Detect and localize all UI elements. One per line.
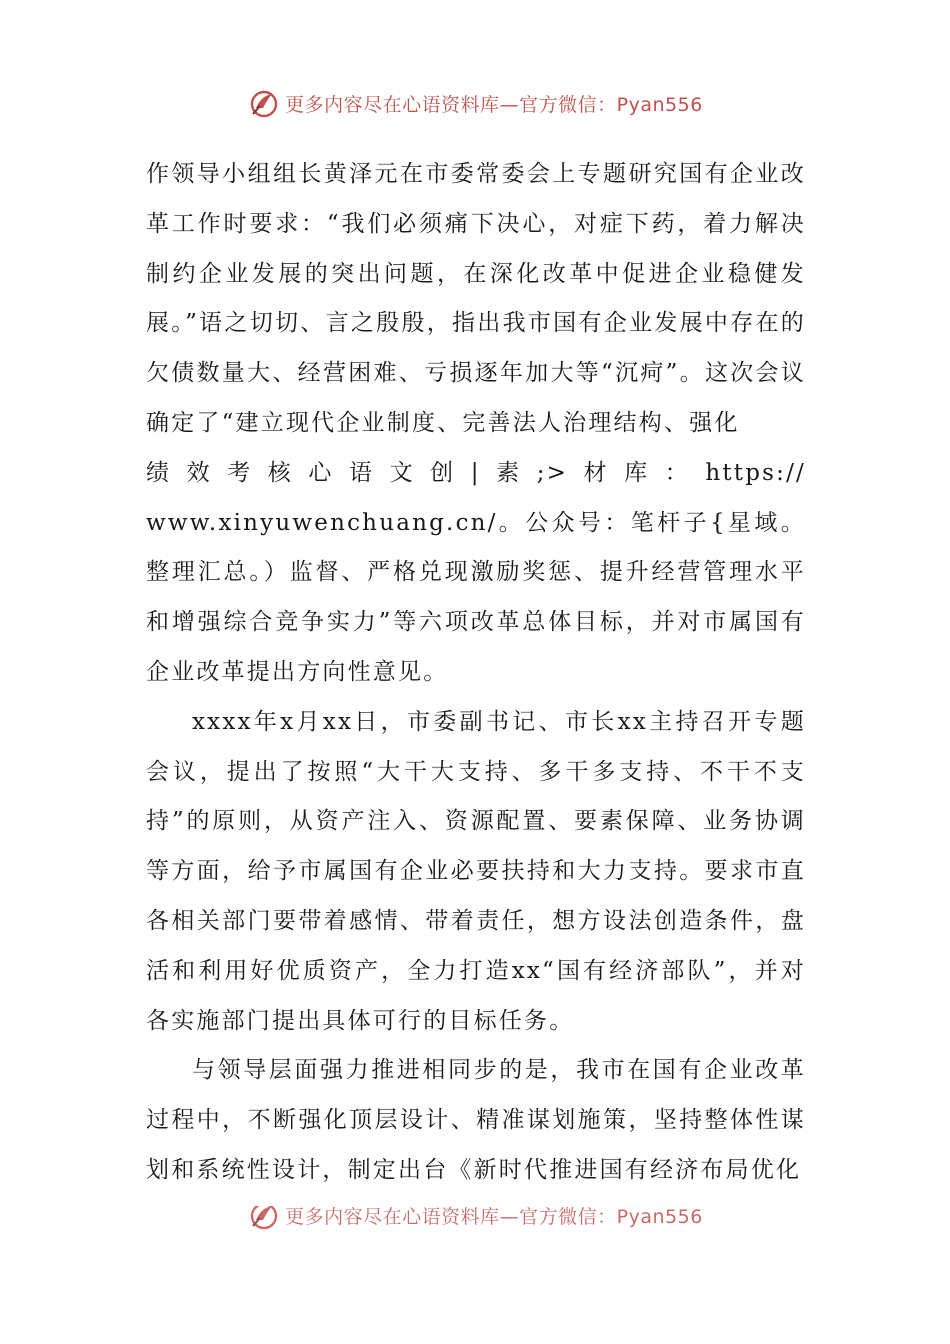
watermark-text: 更多内容尽在心语资料库—官方微信：Pyan556 [285,1206,703,1228]
paragraph-1-part-1: 作领导小组组长黄泽元在市委常委会上专题研究国有企业改革工作时要求：“我们必须痛下决心，对症下药，着力解决制约企业发展的突出问题，在深化改革中促进企业稳健发展。”语之切切、言之殷殷，指出我市国有企业发展中存在的欠债数量大、经营困难、亏损逐年加大等“沉疴”。这次会议确定了“建立现代企业制度、完善法人治理结构、强化 [146,161,806,436]
watermark-text: 更多内容尽在心语资料库—官方微信：Pyan556 [285,93,703,116]
header-watermark [0,84,950,122]
pen-logo-icon [247,1206,281,1232]
document-body [146,150,806,1196]
paragraph-1-part-2: www.xinyuwenchuang.cn/。公众号：笔杆子{星域。整理汇总。）监督、严格兑现激励奖惩、提升经营管理水平和增强综合竞争实力”等六项改革总体目标，并对市属国有企业改革提出方向性意见。 [146,509,806,685]
footer-watermark [0,1206,950,1240]
paragraph-2: xxxx年x月xx日，市委副书记、市长xx主持召开专题会议，提出了按照“大干大支持、多干多支持、不干不支持”的原则，从资产注入、资源配置、要素保障、业务协调等方面，给予市属国有企业必要扶持和大力支持。要求市直各相关部门要带着感情、带着责任，想方设法创造条件，盘活和利用好优质资产，全力打造xx“国有经济部队”，并对各实施部门提出具体可行的目标任务。 [146,708,807,1034]
paragraph-1 [146,150,806,698]
paragraph-1-justified-line: 绩效考核心语文创|素;>材库：https:// [146,459,806,486]
paragraph-3: 与领导层面强力推进相同步的是，我市在国有企业改革过程中，不断强化顶层设计、精准谋划施策，坚持整体性谋划和系统性设计，制定出台《新时代推进国有经济布局优化 [146,1057,806,1183]
pen-logo-icon [247,86,281,120]
